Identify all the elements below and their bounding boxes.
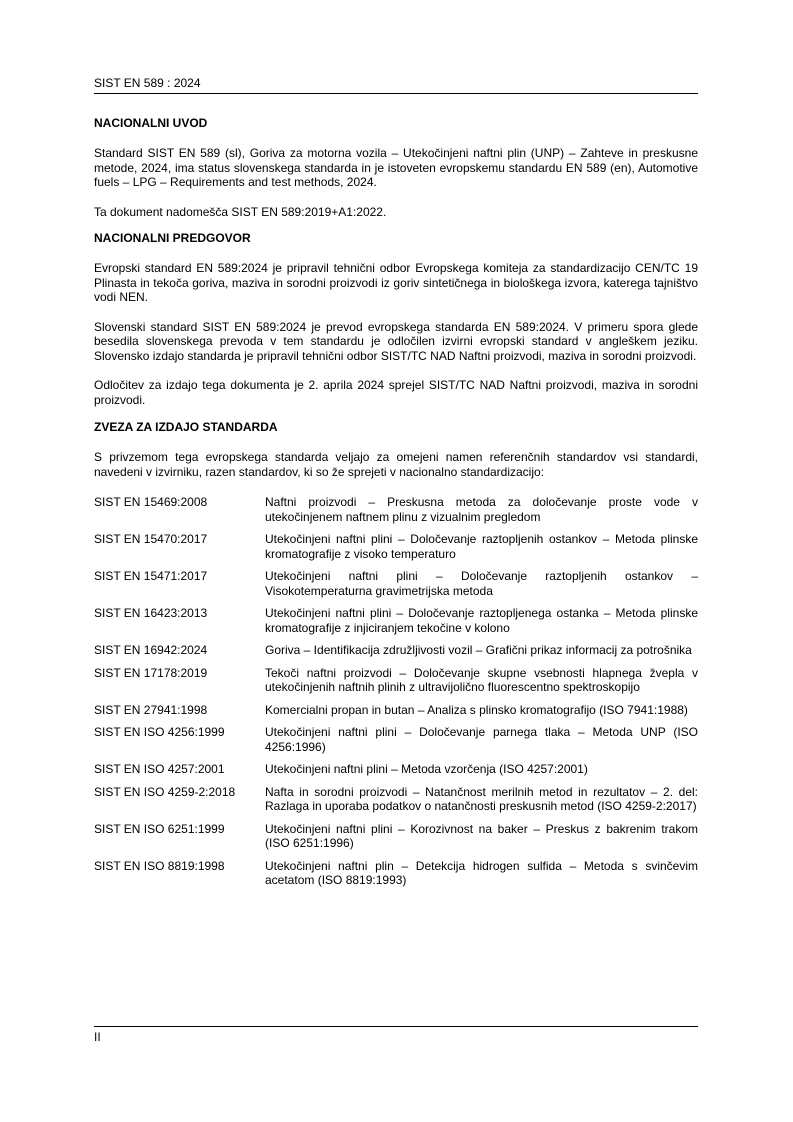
reference-code: SIST EN 15469:2008 [94, 495, 208, 509]
reference-code: SIST EN 17178:2019 [94, 665, 208, 680]
reference-row [94, 725, 698, 754]
reference-title: Komercialni propan in butan – Analiza s plinsko kromatografijo (ISO 7941:1988) [265, 702, 688, 717]
uvod-paragraph-2: Ta dokument nadomešča SIST EN 589:2019+A1:2022. [94, 204, 387, 219]
section-title-zveza: ZVEZA ZA IZDAJO STANDARDA [94, 420, 278, 434]
reference-title: Utekočinjeni naftni plini – Določevanje parnega tlaka – Metoda UNP (ISO 4256:1996) [265, 725, 698, 754]
reference-title: Utekočinjeni naftni plini – Metoda vzorčenja (ISO 4257:2001) [265, 762, 588, 776]
reference-code: SIST EN ISO 4256:1999 [94, 725, 225, 739]
running-header: SIST EN 589 : 2024 [94, 76, 698, 94]
section-title-uvod: NACIONALNI UVOD [94, 116, 208, 130]
reference-title: Utekočinjeni naftni plini – Določevanje raztopljenega ostanka – Metoda plinske kromatografije z injiciranjem tekočine v kolono [265, 606, 698, 635]
predgovor-paragraph-1: Evropski standard EN 589:2024 je pripravil tehnični odbor Evropskega komiteja za standardizacijo CEN/TC 19 Plinasta in tekoča goriva, maziva in sorodni proizvodi iz goriv sintetičnega in biološkega izvora, katerega tajništvo vodi NEN. [94, 261, 698, 304]
reference-row [94, 785, 698, 814]
uvod-paragraph-1: Standard SIST EN 589 (sl), Goriva za motorna vozila – Utekočinjeni naftni plin (UNP) – Zahteve in preskusne metode, 2024, ima status slovenskega standarda in je istoveten evropskemu standardu EN 589 (en), Automotive fuels – LPG – Requirements and test methods, 2024. [94, 146, 698, 189]
reference-title: Utekočinjeni naftni plini – Korozivnost na baker – Preskus z bakrenim trakom (ISO 6251:1996) [265, 821, 698, 850]
reference-row [94, 643, 698, 658]
reference-code: SIST EN ISO 8819:1998 [94, 858, 225, 873]
zveza-paragraph-1: S privzemom tega evropskega standarda veljajo za omejeni namen referenčnih standardov vsi standardi, navedeni v izvirniku, razen standardov, ki so že sprejeti v nacionalno standardizacijo: [94, 450, 698, 479]
reference-code: SIST EN 16942:2024 [94, 643, 208, 657]
reference-code: SIST EN ISO 6251:1999 [94, 821, 225, 836]
reference-list [94, 495, 698, 888]
predgovor-paragraph-3: Odločitev za izdajo tega dokumenta je 2. aprila 2024 sprejel SIST/TC NAD Naftni proizvodi, maziva in sorodni proizvodi. [94, 378, 698, 407]
reference-row [94, 606, 698, 635]
predgovor-paragraph-2: Slovenski standard SIST EN 589:2024 je prevod evropskega standarda EN 589:2024. V primeru spora glede besedila slovenskega prevoda v tem standardu je odločilen izvirni evropski standard v angleškem jeziku. Slovensko izdajo standarda je pripravil tehnični odbor SIST/TC NAD Naftni proizvodi, maziva in sorodni proizvodi. [94, 319, 698, 363]
page-number: II [94, 1030, 101, 1044]
reference-row [94, 822, 698, 851]
reference-row [94, 762, 698, 777]
reference-title: Utekočinjeni naftni plini – Določevanje raztopljenih ostankov – Visokotemperaturna gravimetrijska metoda [265, 569, 698, 598]
reference-title: Nafta in sorodni proizvodi – Natančnost merilnih metod in rezultatov – 2. del: Razlaga in uporaba podatkov o natančnosti preskusnih metod (ISO 4259-2:2017) [265, 784, 698, 813]
section-title-predgovor: NACIONALNI PREDGOVOR [94, 231, 251, 245]
reference-row [94, 703, 698, 718]
document-page [94, 76, 698, 896]
reference-row [94, 495, 698, 524]
reference-code: SIST EN 15471:2017 [94, 569, 208, 583]
reference-title: Utekočinjeni naftni plini – Določevanje raztopljenih ostankov – Metoda plinske kromatografije z visoko temperaturo [265, 532, 698, 561]
reference-code: SIST EN 16423:2013 [94, 606, 208, 620]
reference-title: Tekoči naftni proizvodi – Določevanje skupne vsebnosti hlapnega žvepla v utekočinjenih naftnih plinih z ultravijolično fluorescentno spektroskopijo [265, 665, 698, 694]
reference-title: Utekočinjeni naftni plin – Detekcija hidrogen sulfida – Metoda s svinčevim acetatom (ISO 8819:1993) [265, 858, 698, 887]
reference-code: SIST EN ISO 4257:2001 [94, 762, 225, 776]
reference-row [94, 859, 698, 888]
reference-title: Naftni proizvodi – Preskusna metoda za določevanje proste vode v utekočinjenem naftnem plinu z vizualnim pregledom [265, 495, 698, 524]
reference-code: SIST EN ISO 4259-2:2018 [94, 784, 236, 799]
page-footer [94, 1026, 698, 1045]
reference-row [94, 532, 698, 561]
reference-code: SIST EN 15470:2017 [94, 532, 208, 546]
reference-title: Goriva – Identifikacija združljivosti vozil – Grafični prikaz informacij za potrošnika [265, 643, 692, 657]
reference-row [94, 569, 698, 598]
reference-row [94, 666, 698, 695]
reference-code: SIST EN 27941:1998 [94, 702, 208, 717]
